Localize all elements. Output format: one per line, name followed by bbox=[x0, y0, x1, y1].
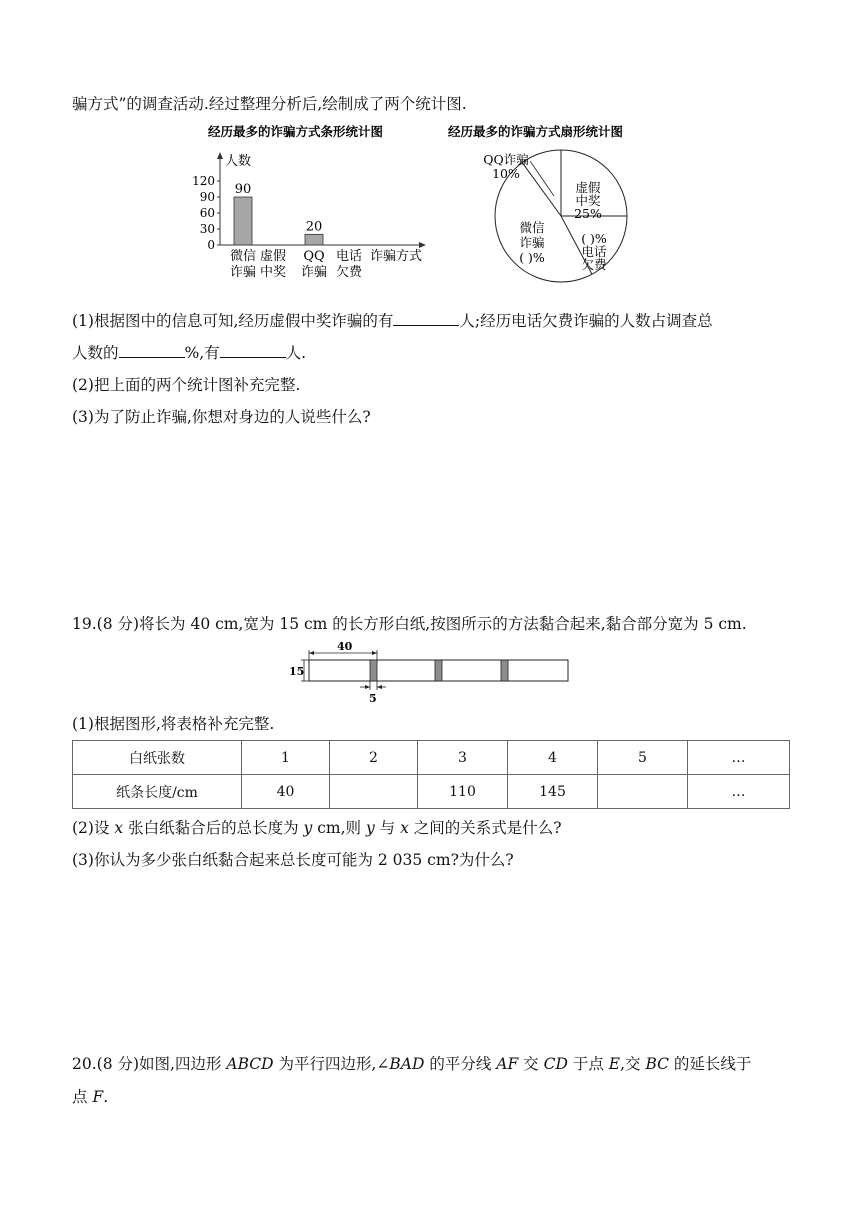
overlap-1 bbox=[370, 660, 377, 681]
bar bbox=[234, 197, 252, 245]
q19-part1: (1)根据图形,将表格补充完整. bbox=[72, 715, 275, 733]
pie-slice-label: ( )% bbox=[581, 231, 607, 246]
pie-slice-label: 虚假 bbox=[575, 180, 601, 195]
pie-slice-label: 电话 bbox=[581, 244, 607, 259]
table-cell: 1 bbox=[242, 741, 330, 775]
overlap-3 bbox=[501, 660, 508, 681]
x-category-label: 电话 bbox=[335, 249, 363, 264]
length-table bbox=[72, 740, 790, 809]
answer-blank-3[interactable] bbox=[220, 343, 286, 358]
overlap-2 bbox=[435, 660, 442, 681]
q19-part2: (2)设 x 张白纸黏合后的总长度为 y cm,则 y 与 x 之间的关系式是什么? bbox=[72, 819, 562, 837]
y-tick-label: 0 bbox=[207, 238, 215, 252]
x-category-label: 微信 bbox=[229, 249, 257, 264]
q18-part2: (2)把上面的两个统计图补充完整. bbox=[72, 376, 301, 394]
bar-chart bbox=[192, 118, 446, 288]
y-tick-label: 120 bbox=[192, 174, 215, 188]
x-category-label: 欠费 bbox=[335, 265, 363, 280]
pie-slice-label: QQ诈骗 bbox=[483, 152, 529, 167]
answer-blank-2[interactable] bbox=[119, 343, 185, 358]
table-cell: 纸条长度/cm bbox=[73, 775, 242, 809]
pie-slice-label: 微信 bbox=[519, 220, 545, 235]
width-label: 15 bbox=[289, 665, 305, 678]
table-cell: … bbox=[688, 741, 790, 775]
x-category-label: 诈骗 bbox=[300, 265, 328, 280]
table-cell: 3 bbox=[418, 741, 508, 775]
bar-value-label: 90 bbox=[234, 182, 252, 197]
table-cell: 5 bbox=[598, 741, 688, 775]
overlap-label: 5 bbox=[369, 692, 377, 705]
pie-slice-label: 10% bbox=[492, 166, 520, 181]
table-cell: … bbox=[688, 775, 790, 809]
x-category-label: QQ bbox=[303, 249, 325, 264]
length-label: 40 bbox=[337, 640, 353, 653]
intro-text: 骗方式”的调查活动.经过整理分析后,绘制成了两个统计图. bbox=[72, 95, 467, 113]
pie-slice-label: 欠费 bbox=[581, 257, 607, 272]
table-row bbox=[73, 775, 790, 809]
q19-part3: (3)你认为多少张白纸黏合起来总长度可能为 2 035 cm?为什么? bbox=[72, 851, 514, 869]
y-tick-label: 90 bbox=[199, 190, 215, 204]
table-cell: 4 bbox=[508, 741, 598, 775]
x-category-label: 诈骗 bbox=[229, 265, 257, 280]
q20-line2: 点 F. bbox=[72, 1088, 109, 1106]
bar-value-label: 20 bbox=[305, 219, 323, 235]
pie-slice-label: 中奖 bbox=[575, 193, 601, 208]
pie-slice-label: 诈骗 bbox=[519, 235, 545, 250]
table-cell: 145 bbox=[508, 775, 598, 809]
q18-part1-line1: (1)根据图中的信息可知,经历虚假中奖诈骗的有 人;经历电话欠费诈骗的人数占调查总 bbox=[72, 312, 713, 330]
table-cell: 40 bbox=[242, 775, 330, 809]
paper-strip-figure bbox=[282, 640, 578, 706]
q20-line1: 20.(8 分)如图,四边形 ABCD 为平行四边形,∠BAD 的平分线 AF 交 CD 于点 E,交 BC 的延长线于 bbox=[72, 1055, 752, 1073]
x-category-label: 虚假 bbox=[259, 249, 287, 264]
y-tick-label: 60 bbox=[199, 206, 215, 220]
pie-chart bbox=[446, 118, 676, 288]
bar bbox=[305, 234, 323, 245]
table-cell-blank[interactable] bbox=[330, 775, 418, 809]
pie-chart-title: 经历最多的诈骗方式扇形统计图 bbox=[448, 124, 624, 139]
pie-slice-label: ( )% bbox=[519, 250, 545, 265]
table-cell: 白纸张数 bbox=[73, 741, 242, 775]
q18-part1-line2: 人数的 %,有 人. bbox=[72, 344, 307, 362]
bar-chart-ylabel: 人数 bbox=[225, 154, 252, 169]
pie-slice-label: 25% bbox=[574, 206, 602, 221]
table-cell-blank[interactable] bbox=[598, 775, 688, 809]
bar-chart-xlabel: 诈骗方式 bbox=[370, 249, 423, 264]
q18-part3: (3)为了防止诈骗,你想对身边的人说些什么? bbox=[72, 408, 371, 426]
answer-blank-1[interactable] bbox=[393, 311, 459, 326]
bar-chart-title: 经历最多的诈骗方式条形统计图 bbox=[208, 124, 384, 139]
q19-stem: 19.(8 分)将长为 40 cm,宽为 15 cm 的长方形白纸,按图所示的方法黏合起来,黏合部分宽为 5 cm. bbox=[72, 615, 747, 633]
y-tick-label: 30 bbox=[199, 222, 215, 236]
x-category-label: 中奖 bbox=[259, 265, 287, 280]
table-cell: 110 bbox=[418, 775, 508, 809]
table-cell: 2 bbox=[330, 741, 418, 775]
table-row bbox=[73, 741, 790, 775]
